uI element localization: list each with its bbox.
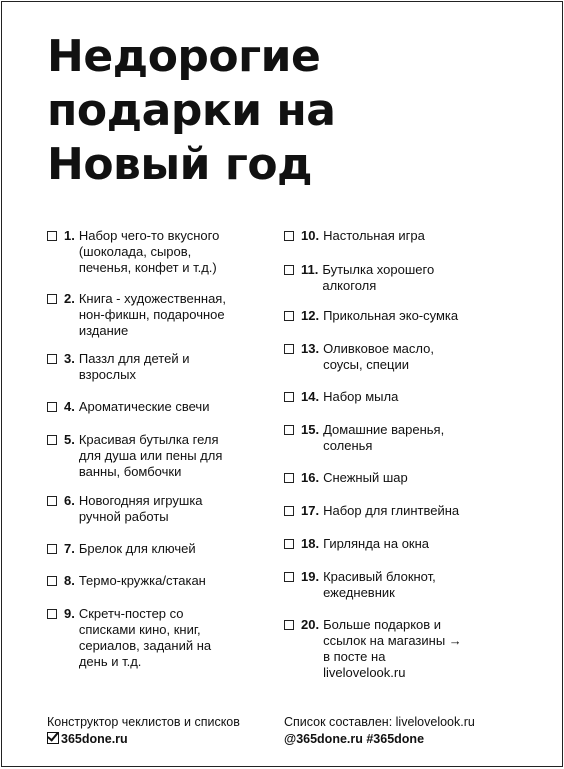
item-text: Красивый блокнот, ежедневник: [323, 569, 436, 600]
item-number: 15.: [301, 422, 320, 437]
item-number: 9.: [64, 606, 75, 621]
item-text: Паззл для детей и взрослых: [78, 351, 190, 382]
item-number: 18.: [301, 536, 320, 551]
checklist-item-5[interactable]: [47, 432, 222, 480]
checkbox[interactable]: [284, 265, 294, 275]
item-number: 6.: [64, 493, 75, 508]
checkmark-icon: [47, 732, 59, 744]
page-title: [47, 30, 487, 192]
checkbox[interactable]: [284, 392, 294, 402]
item-text: Новогодняя игрушка ручной работы: [78, 493, 203, 524]
checklist-item-6[interactable]: [47, 493, 203, 525]
checkbox[interactable]: [47, 402, 57, 412]
item-text: Бутылка хорошего алкоголя: [322, 262, 435, 293]
checkbox[interactable]: [47, 576, 57, 586]
checkbox[interactable]: [47, 294, 57, 304]
item-number: 4.: [64, 399, 75, 414]
item-number: 17.: [301, 503, 320, 518]
checkbox[interactable]: [47, 354, 57, 364]
checklist-item-1[interactable]: [47, 228, 219, 276]
checklist-item-13[interactable]: [284, 341, 434, 373]
checklist-item-15[interactable]: [284, 422, 444, 454]
item-number: 10.: [301, 228, 320, 243]
item-number: 2.: [64, 291, 75, 306]
item-text: Гирлянда на окна: [323, 536, 430, 551]
item-text: Набор чего-то вкусного (шоколада, сыров, печенья, конфет и т.д.): [78, 228, 220, 275]
checkbox[interactable]: [284, 473, 294, 483]
checkbox[interactable]: [284, 231, 294, 241]
checklist-item-11[interactable]: [284, 262, 434, 294]
footer-right: [284, 714, 475, 748]
item-number: 19.: [301, 569, 320, 584]
item-text: Красивая бутылка геля для душа или пены для ванны, бомбочки: [78, 432, 223, 479]
checklist-item-20[interactable]: [284, 617, 462, 681]
title-line-2: подарки на: [47, 85, 336, 136]
checklist-item-9[interactable]: [47, 606, 211, 670]
checklist-item-16[interactable]: [284, 470, 408, 486]
checkbox[interactable]: [47, 609, 57, 619]
checklist-item-3[interactable]: [47, 351, 189, 383]
checklist-item-18[interactable]: [284, 536, 429, 552]
item-text: Скретч-постер со списками кино, книг, сериалов, заданий на день и т.д.: [78, 606, 212, 669]
checkbox[interactable]: [47, 496, 57, 506]
item-number: 14.: [301, 389, 320, 404]
checkbox[interactable]: [284, 311, 294, 321]
item-text: Термо-кружка/стакан: [78, 573, 206, 588]
checkbox[interactable]: [47, 231, 57, 241]
footer-author-label: Список составлен: livelovelook.ru: [284, 715, 475, 729]
checkbox[interactable]: [47, 544, 57, 554]
item-text: Книга - художественная, нон-фикшн, подарочное издание: [78, 291, 226, 338]
item-number: 5.: [64, 432, 75, 447]
checkbox[interactable]: [47, 435, 57, 445]
item-text: Оливковое масло, соусы, специи: [323, 341, 434, 372]
item-text: Больше подарков и ссылок на магазины → в посте на livelovelook.ru: [323, 617, 462, 680]
item-text: Набор мыла: [323, 389, 399, 404]
brand-link[interactable]: [47, 731, 240, 748]
checklist-item-4[interactable]: [47, 399, 209, 415]
checklist-item-7[interactable]: [47, 541, 196, 557]
item-number: 16.: [301, 470, 320, 485]
item-text: Ароматические свечи: [78, 399, 210, 414]
checkbox[interactable]: [284, 539, 294, 549]
footer-tags: @365done.ru #365done: [284, 732, 425, 746]
title-line-1: Недорогие: [47, 31, 321, 82]
item-number: 20.: [301, 617, 320, 632]
item-number: 7.: [64, 541, 75, 556]
brand-name: 365done.ru: [61, 732, 128, 746]
checklist-item-8[interactable]: [47, 573, 206, 589]
checklist-item-17[interactable]: [284, 503, 459, 519]
item-number: 3.: [64, 351, 75, 366]
checklist-item-2[interactable]: [47, 291, 226, 339]
checkbox[interactable]: [284, 620, 294, 630]
item-text: Домашние варенья, соленья: [323, 422, 445, 453]
item-text: Настольная игра: [323, 228, 425, 243]
checklist-item-10[interactable]: [284, 228, 425, 244]
checklist-item-14[interactable]: [284, 389, 398, 405]
item-text: Снежный шар: [323, 470, 408, 485]
checklist-item-19[interactable]: [284, 569, 436, 601]
item-number: 13.: [301, 341, 320, 356]
checkbox[interactable]: [284, 572, 294, 582]
checkbox[interactable]: [284, 425, 294, 435]
item-text: Прикольная эко-сумка: [323, 308, 459, 323]
item-text: Брелок для ключей: [78, 541, 196, 556]
title-line-3: Новый год: [47, 139, 313, 190]
item-number: 8.: [64, 573, 75, 588]
checkbox[interactable]: [284, 344, 294, 354]
item-number: 11.: [301, 262, 319, 277]
footer-constructor-label: Конструктор чеклистов и списков: [47, 715, 240, 729]
item-number: 12.: [301, 308, 320, 323]
checklist-page: [1, 1, 563, 767]
item-number: 1.: [64, 228, 75, 243]
item-text: Набор для глинтвейна: [323, 503, 460, 518]
checkbox[interactable]: [284, 506, 294, 516]
footer-left: [47, 714, 240, 748]
checklist-item-12[interactable]: [284, 308, 458, 324]
